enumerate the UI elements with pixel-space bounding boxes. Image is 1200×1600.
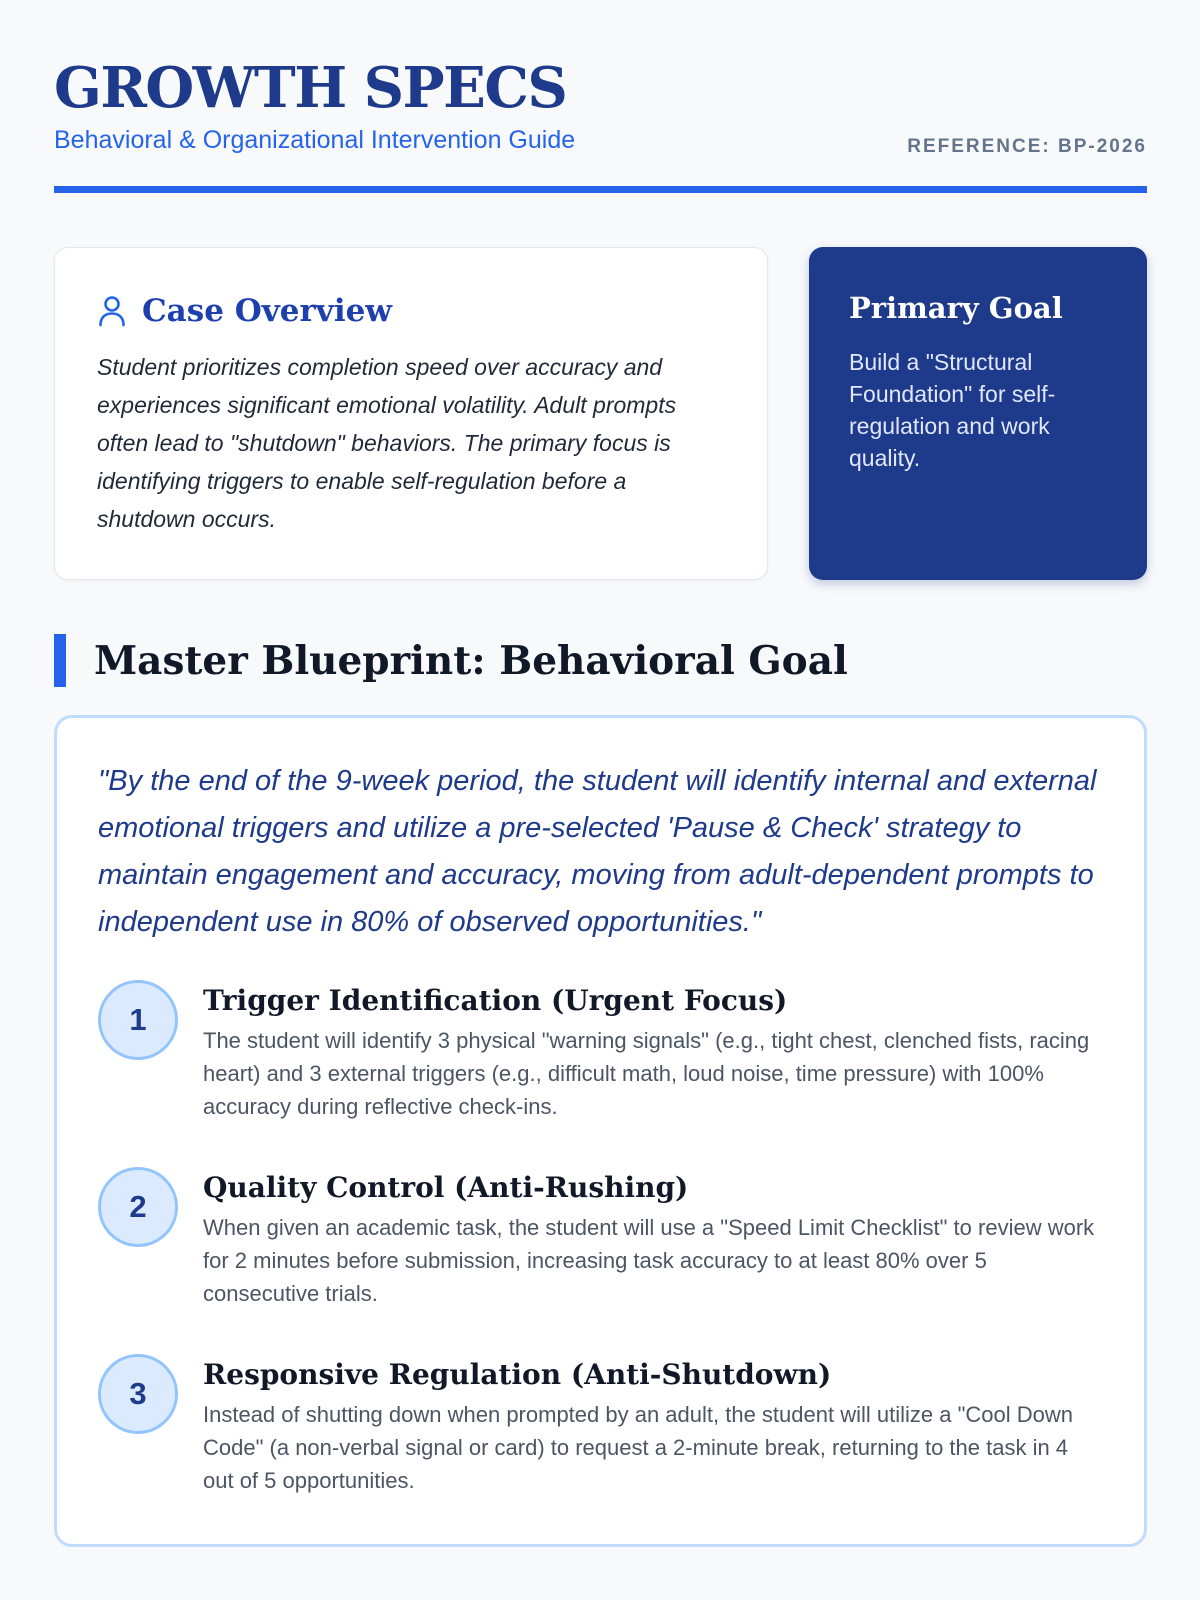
header-divider: [54, 186, 1147, 193]
goal-statement: "By the end of the 9-week period, the student will identify internal and external emotional triggers and utilize a pre-selected 'Pause & Check' strategy to maintain engagement and accuracy, moving from adult-dependent prompts to independent use in 80% of observed opportunities.": [98, 765, 1097, 938]
objective-number-badge: 1: [98, 980, 178, 1060]
section-accent-bar: [54, 634, 66, 687]
objective-title: Responsive Regulation (Anti-Shutdown): [203, 1358, 832, 1391]
primary-goal-card: [809, 247, 1147, 580]
case-overview-card: [54, 247, 768, 580]
blueprint-card: [54, 715, 1147, 1547]
objective-number-badge: 2: [98, 1167, 178, 1247]
objective-item: [98, 1167, 1108, 1317]
primary-goal-title: Primary Goal: [849, 291, 1063, 325]
objective-description: Instead of shutting down when prompted by an adult, the student will utilize a "Cool Down Code" (a non-verbal signal or card) to request a 2-minute break, returning to the task in 4 out of 5 opportunities.: [203, 1402, 1073, 1493]
objective-item: [98, 1354, 1108, 1504]
objective-title: Trigger Identification (Urgent Focus): [203, 984, 788, 1017]
case-overview-header: [98, 292, 392, 330]
objective-item: [98, 980, 1108, 1130]
page-subtitle: Behavioral & Organizational Intervention Guide: [54, 126, 576, 154]
primary-goal-text: Build a "Structural Foundation" for self-regulation and work quality.: [849, 349, 1056, 471]
page-title: GROWTH SPECS: [54, 55, 567, 121]
objective-title: Quality Control (Anti-Rushing): [203, 1171, 689, 1204]
page: [54, 0, 1147, 1493]
reference-code: REFERENCE: BP-2026: [907, 136, 1147, 157]
objective-number-badge: 3: [98, 1354, 178, 1434]
objective-description: When given an academic task, the student will use a "Speed Limit Checklist" to review work for 2 minutes before submission, increasing task accuracy to at least 80% over 5 consecutive trials.: [203, 1215, 1095, 1306]
case-overview-title: Case Overview: [142, 293, 392, 329]
user-icon: [98, 295, 126, 327]
case-overview-text: Student prioritizes completion speed over accuracy and experiences significant emotional volatility. Adult prompts often lead to "shutdown" behaviors. The primary focus is identifying triggers to enable self-regulation before a shutdown occurs.: [97, 354, 677, 532]
section-title: Master Blueprint: Behavioral Goal: [94, 638, 848, 684]
objective-description: The student will identify 3 physical "warning signals" (e.g., tight chest, clenched fists, racing heart) and 3 external triggers (e.g., difficult math, loud noise, time pressure) with 100% accuracy during reflective check-ins.: [203, 1028, 1090, 1119]
header: [54, 0, 1147, 194]
